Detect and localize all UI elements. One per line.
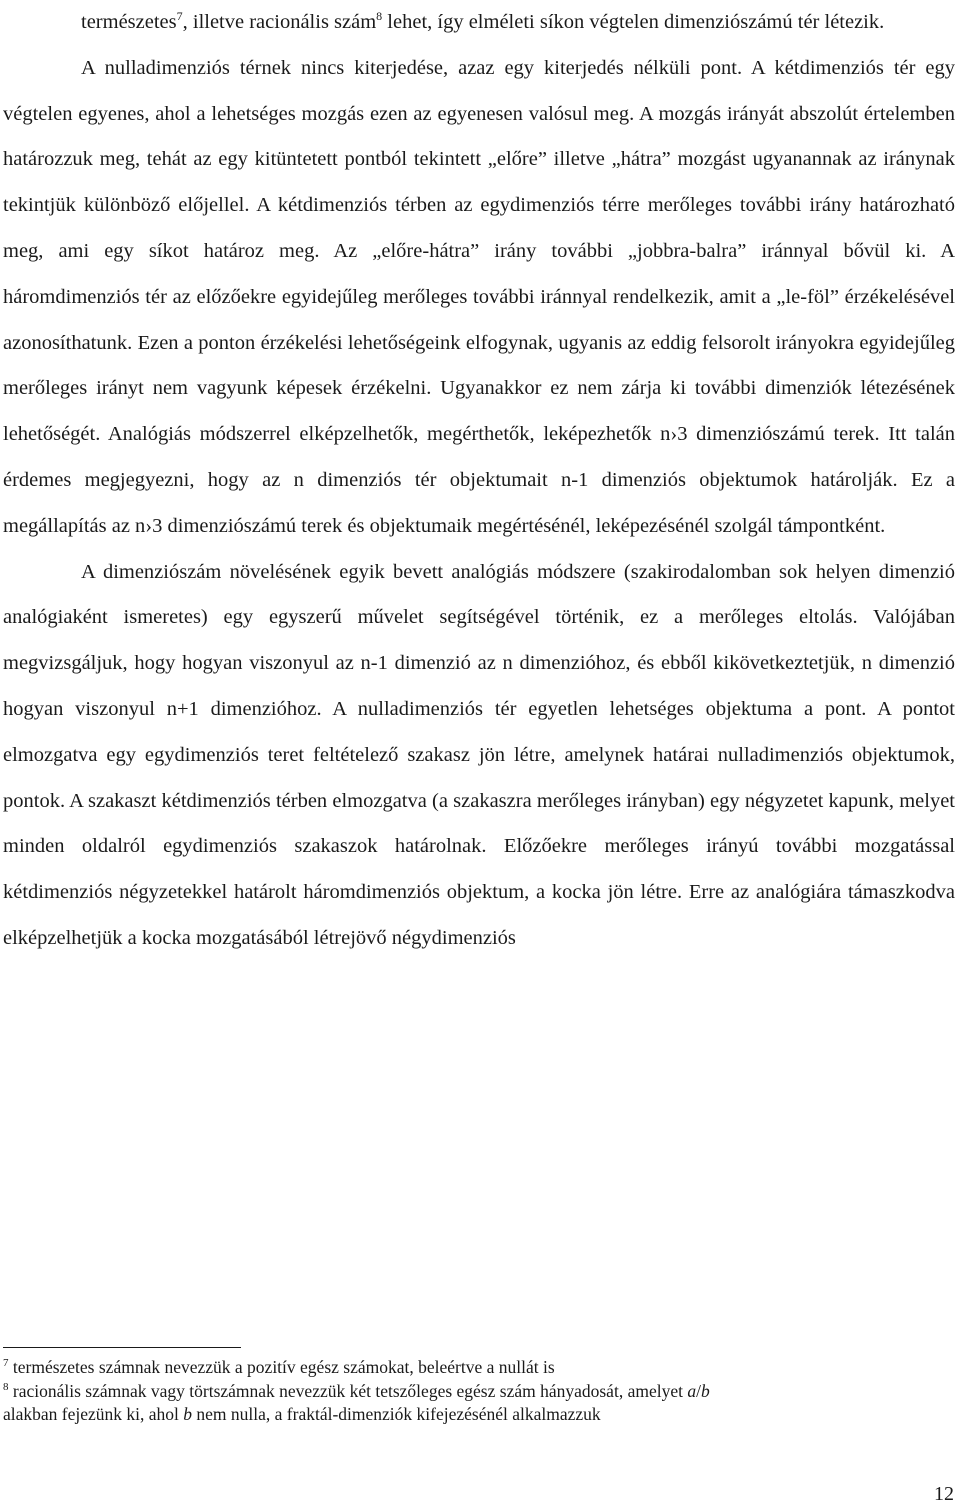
footnote-8: [3, 1380, 955, 1427]
paragraph-analogy: A dimenziószám növelésének egyik bevett analógiás módszere (szakirodalomban sok helyen dimenzió analógiaként ismeretes) egy egyszerű művelet segítségével történik, ez a merőleges eltolás. Valójában megvizsgáljuk, hogy hogyan viszonyul az n-1 dimenzió az n dimenzióhoz, és ebből kikövetkeztetjük, n dimenzió hogyan viszonyul n+1 dimenzióhoz. A nulladimenziós tér egyetlen lehetséges objektuma a pont. A pontot elmozgatva egy egydimenziós teret feltételező szakasz jön létre, amelynek határai nulladimenziós objektumok, pontok. A szakaszt kétdimenziós térben elmozgatva (a szakaszra merőleges irányban) egy négyzetet kapunk, melyet minden oldalról egydimenziós szakaszok határolnak. Előzőekre merőleges irányú további mozgatással kétdimenziós négyzetekkel határolt háromdimenziós objektum, a kocka jön létre. Erre az analógiára támaszkodva elképzelhetjük a kocka mozgatásából létrejövő négydimenziós: [3, 560, 955, 949]
footnote-7: [3, 1356, 955, 1380]
footnote-separator: [3, 1347, 241, 1348]
text-run: , illetve racionális szám: [182, 11, 377, 33]
document-page: [3, 0, 955, 962]
footnote-text: racionális számnak vagy törtszámnak nevezzük két tetszőleges egész szám hányadosát, amelyet: [8, 1380, 688, 1401]
footnote-text: alakban fejezünk ki, ahol: [3, 1404, 184, 1424]
footnote-mark: 7: [3, 1357, 9, 1370]
footnotes: [3, 1356, 955, 1427]
footnote-ref-8[interactable]: 8: [376, 9, 383, 24]
footnote-italic: a: [687, 1380, 697, 1401]
page-number: 12: [934, 1483, 954, 1505]
body-text: [3, 0, 955, 962]
footnote-ref-7[interactable]: 7: [176, 9, 183, 24]
footnote-text: természetes számnak nevezzük a pozitív egész számokat, beleértve a nullát is: [8, 1357, 555, 1377]
paragraph-dimensions: A nulladimenziós térnek nincs kiterjedése, azaz egy kiterjedés nélküli pont. A kétdimenziós tér egy végtelen egyenes, ahol a lehetséges mozgás ezen az egyenesen valósul meg. A mozgás irányát abszolút értelemben határozzuk meg, tehát az egy kitüntetett pontból tekintett „előre” illetve „hátra” mozgást ugyanannak az iránynak tekintjük különböző előjellel. A kétdimenziós térben az egydimenziós térre merőleges további irány határozható meg, ami egy síkot határoz meg. Az „előre-hátra” irány további „jobbra-balra” iránnyal bővül ki. A háromdimenziós tér az előzőekre egyidejűleg merőleges további iránnyal rendelkezik, amit a „le-föl” érzékelésével azonosíthatunk. Ezen a ponton érzékelési lehetőségeink elfogynak, ugyanis az eddig felsorolt irányokra egyidejűleg merőleges irányt nem vagyunk képesek érzékelni. Ugyanakkor ez nem zárja ki további dimenziók létezésének lehetőségét. Analógiás módszerrel elképzelhetők, megérthetők, leképezhetők n›3 dimenziószámú terek. Itt talán érdemes megjegyezni, hogy az n dimenziós tér objektumait n-1 dimenziós objektumok határolják. Ez a megállapítás az n›3 dimenziószámú terek és objektumaik megértésénél, leképezésénél szolgál támpontként.: [3, 56, 955, 537]
footnote-text: /: [696, 1380, 701, 1401]
footnote-mark: 8: [3, 1380, 9, 1393]
text-run: természetes: [81, 11, 177, 33]
footnote-text: nem nulla, a fraktál-dimenziók kifejezésénél alkalmazzuk: [192, 1404, 601, 1424]
text-run: lehet, így elméleti síkon végtelen dimenziószámú tér létezik.: [382, 11, 885, 33]
footnote-italic: b: [700, 1380, 710, 1401]
paragraph-continuation: [3, 0, 955, 46]
footnote-italic: b: [183, 1404, 193, 1424]
